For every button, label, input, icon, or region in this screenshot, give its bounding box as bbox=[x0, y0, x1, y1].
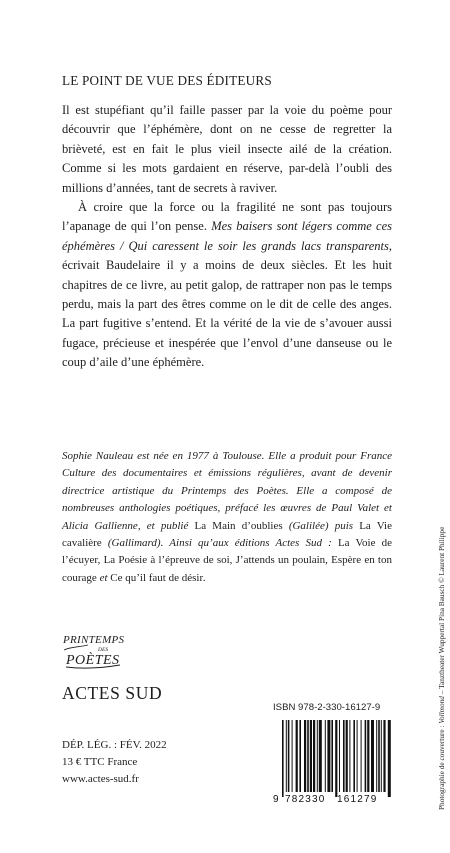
isbn-barcode bbox=[270, 718, 395, 804]
barcode-bar bbox=[353, 720, 355, 792]
barcode-digit-first: 9 bbox=[273, 794, 279, 804]
isbn-label: ISBN 978-2-330-16127-9 bbox=[273, 702, 381, 713]
logo-line-1: PRINTEMPS bbox=[63, 634, 124, 646]
barcode-bar bbox=[331, 720, 333, 792]
section-heading: LE POINT DE VUE DES ÉDITEURS bbox=[62, 73, 272, 88]
barcode-bar bbox=[383, 720, 385, 792]
barcode-bar bbox=[296, 720, 298, 792]
logo-line-3: POÈTES bbox=[66, 653, 120, 668]
barcode-bar bbox=[304, 720, 306, 792]
barcode-bar bbox=[307, 720, 309, 792]
barcode-bar bbox=[388, 720, 391, 797]
barcode-bar bbox=[376, 720, 377, 792]
barcode-bar bbox=[327, 720, 330, 792]
colophon bbox=[62, 737, 167, 788]
bio-title-2: La Vie cavalière bbox=[62, 519, 392, 550]
barcode-bar bbox=[346, 720, 348, 792]
website: www.actes-sud.fr bbox=[62, 773, 139, 785]
baudelaire-quote: Mes baisers sont légers comme ces éphémères / Qui caressent le soir les grands lacs transparents bbox=[62, 219, 392, 253]
barcode-bar bbox=[299, 720, 301, 792]
barcode-bar bbox=[325, 720, 326, 792]
paragraph-2 bbox=[62, 198, 392, 373]
credit-title: Vollmond bbox=[437, 696, 446, 724]
barcode-bar bbox=[339, 720, 340, 792]
barcode-bar bbox=[317, 720, 318, 792]
credit-rest: – Tanztheater Wuppertal Pina Bausch © Laurent Philippe bbox=[437, 526, 446, 697]
barcode-digits-group-1: 782330 bbox=[285, 794, 326, 804]
bio-text-1: Sophie Nauleau est née en 1977 à Toulouse. Elle a produit pour France Culture des documentaires et émissions régulières, avant de devenir directrice artistique du Printemps des Poètes. Elle a composé de nombreuses anthologies poétiques, préfacé les œuvres de Paul Valet et Alicia Gallienne, et publié bbox=[62, 450, 392, 532]
photo-credit bbox=[437, 512, 447, 812]
barcode-bar bbox=[310, 720, 312, 792]
bio-title-4: Ce qu’il faut de désir bbox=[110, 571, 204, 584]
photo-credit-text bbox=[437, 527, 446, 810]
paragraph-2-start: À croire que la force ou la fragilité ne sont pas toujours l’apanage de qui l’on pense. bbox=[62, 200, 392, 234]
barcode-bar bbox=[357, 720, 358, 792]
bio-title-1: La Main d’oublies bbox=[194, 519, 283, 532]
barcode-bar bbox=[378, 720, 380, 792]
barcode-bar bbox=[381, 720, 382, 792]
bio-title-3: La Voie de l’écuyer, La Poésie à l’épreuve de soi, J’attends un poulain, Espère en ton courage bbox=[62, 537, 392, 584]
barcode-digits-group-2: 161279 bbox=[337, 794, 378, 804]
barcode-bar bbox=[335, 720, 337, 797]
paragraph-1: Il est stupéfiant qu’il faille passer par la voie du poème pour découvrir que l’éphémère, dont on ne cesse de regretter la brièveté, est en fait le plus vieil insecte ailé de la création. Comme si les mots gardaient en réserve, par-delà l’oubli des millions d’années, tant de secrets à raviver. bbox=[62, 103, 392, 195]
barcode-bar bbox=[286, 720, 287, 792]
author-bio bbox=[62, 448, 392, 587]
printemps-des-poetes-logo bbox=[62, 630, 124, 672]
barcode-bar bbox=[292, 720, 293, 792]
editor-description bbox=[62, 101, 392, 373]
logo-line-2: DES bbox=[98, 647, 109, 653]
barcode-bar bbox=[361, 720, 362, 792]
barcode-bar bbox=[313, 720, 315, 792]
barcode-bar bbox=[349, 720, 350, 792]
price: 13 € TTC France bbox=[62, 756, 138, 768]
credit-prefix: Photographie de couverture : bbox=[437, 723, 446, 810]
barcode-bar bbox=[343, 720, 345, 792]
paragraph-2-end: , écrivait Baudelaire il y a moins de deux siècles. Et les huit chapitres de ce livre, au petit galop, de rattraper non pas le temps perdu, mais la part des êtres comme on le dit de celle des anges. La part fugitive s’entend. Et la vérité de la vie de s’avouer aussi fugace, précieuse et inespérée que l’envol d’une danseuse ou le coup d’aile d’une éphémère. bbox=[62, 238, 392, 370]
bio-text-2: (Galilée) puis bbox=[282, 519, 360, 532]
bio-text-5: . bbox=[203, 571, 206, 584]
publisher-name: ACTES SUD bbox=[62, 683, 163, 703]
barcode-bar bbox=[371, 720, 374, 792]
bio-text-3: (Gallimard). Ainsi qu’aux éditions Actes Sud : bbox=[101, 537, 338, 550]
barcode-bar bbox=[319, 720, 322, 792]
legal-deposit: DÉP. LÉG. : FÉV. 2022 bbox=[62, 739, 167, 751]
barcode-bar bbox=[367, 720, 369, 792]
barcode-bar bbox=[282, 720, 284, 797]
bio-text-4: et bbox=[96, 571, 111, 584]
barcode-bar bbox=[288, 720, 290, 792]
barcode-bar bbox=[365, 720, 367, 792]
